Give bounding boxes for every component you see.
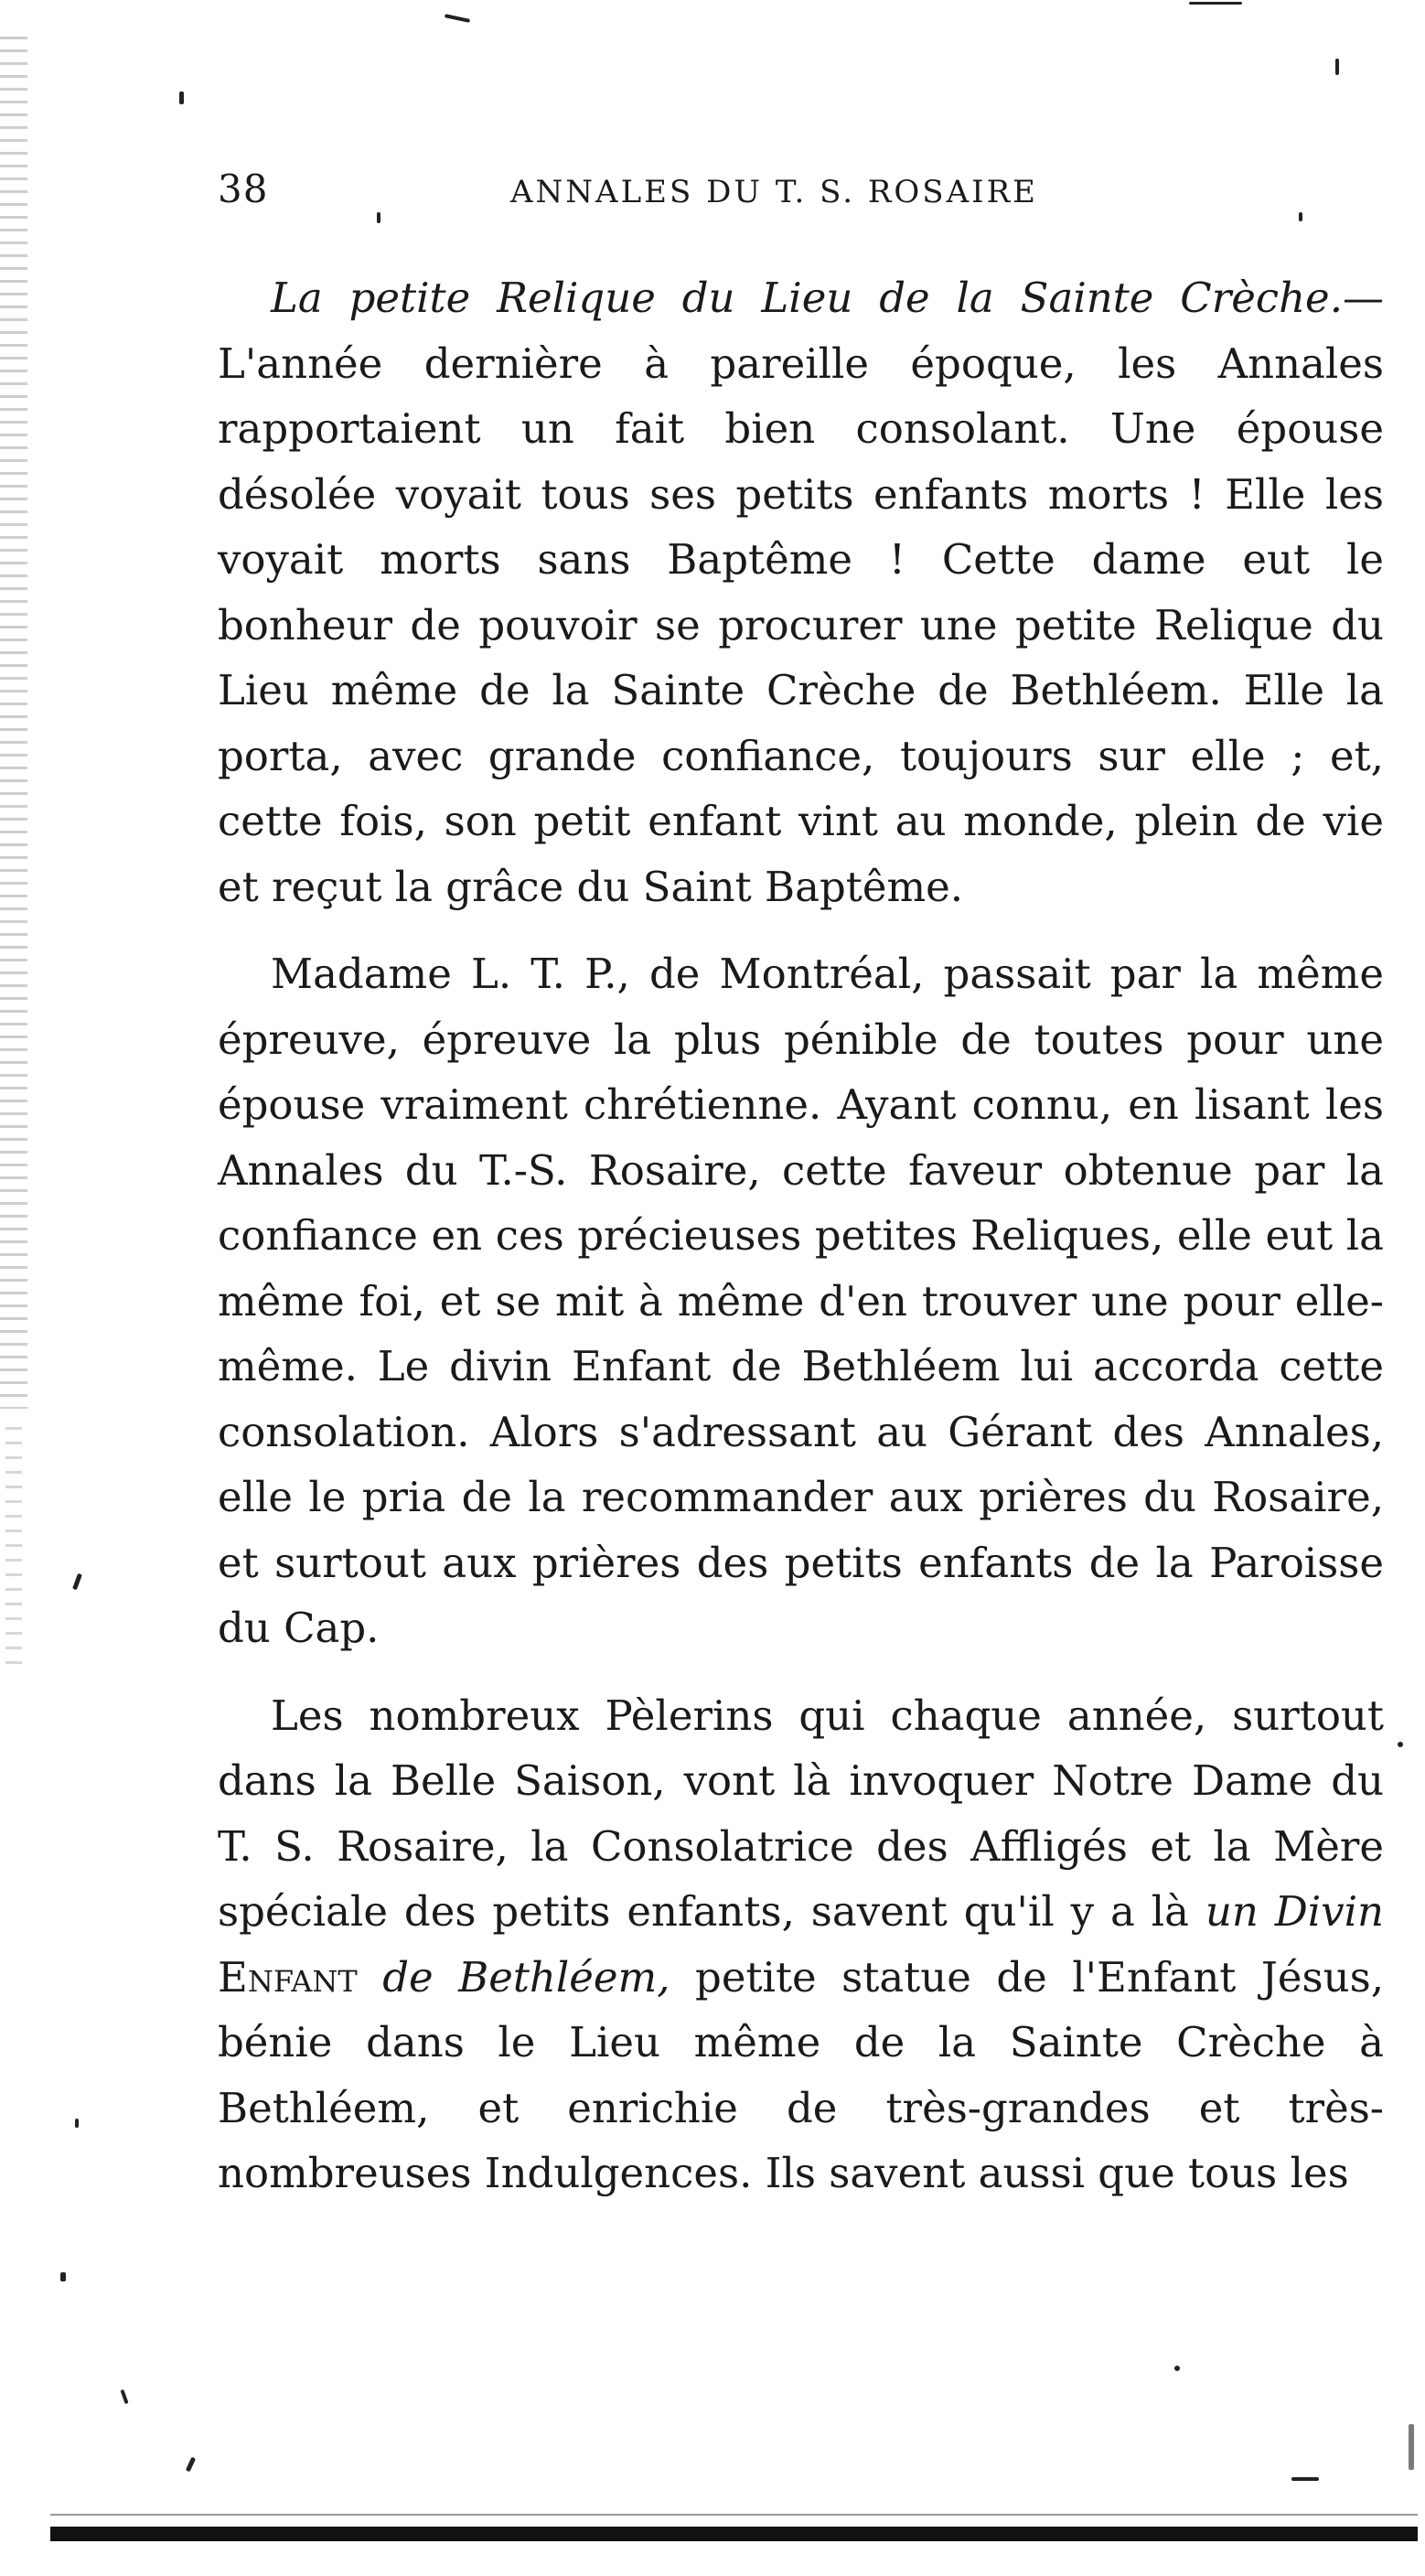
paragraph-3-italic-a: un Divin [1205,1887,1384,1936]
page-number: 38 [218,166,269,211]
scan-speck [1335,59,1339,75]
paragraph-1-text: L'année dernière à pareille époque, les Annales rapportaient un fait bien consolant. Une épouse désolée voyait tous ses petits enfants morts ! Elle les voyait morts sans Baptême ! Cette dame eut le bonheur de pouvoir se procurer une petite Relique du Lieu même de la Sainte Crèche de Bethléem. Elle la porta, avec grande confiance, toujours sur elle ; et, cette fois, son petit enfant vint au monde, plein de vie et reçut la grâce du Saint Baptême. [218,338,1384,911]
scan-speck [1299,212,1302,221]
scan-speck [1409,2424,1414,2470]
scan-speck [186,2457,196,2473]
page-header [218,166,1388,231]
scan-speck [72,1573,82,1591]
scan-speck [1398,1742,1403,1747]
scan-speck [1291,2477,1319,2481]
body-text [218,265,1384,2228]
section-title: La petite Relique du Lieu de la Sainte Crèche.— [271,274,1384,322]
scan-speck [1189,2,1242,5]
footer-rule-thin [50,2514,1418,2516]
scan-speck [377,212,380,223]
scan-speck [60,2272,66,2281]
footer-rule [50,2527,1418,2541]
paragraph-3-smallcaps: Enfant [218,1952,383,2002]
scan-speck [445,14,470,23]
paragraph-2 [218,941,1384,1661]
running-head: ANNALES DU T. S. ROSAIRE [510,174,1038,210]
binding-edge-marks-lower [5,1427,22,1665]
scan-speck [179,91,184,104]
paragraph-1 [218,265,1384,919]
scan-speck [75,2119,79,2128]
paragraph-3 [218,1683,1384,2206]
paragraph-3-text-b: petite statue de l'Enfant Jésus, bénie dans le Lieu même de la Sainte Crèche à Bethléem, et enrichie de très-grandes et très-nombreuses Indulgences. Ils savent aussi que tous les [218,1952,1385,2197]
paragraph-3-italic-b: de Bethléem, [382,1952,670,2002]
scan-speck [120,2389,128,2404]
paragraph-2-text: Madame L. T. P., de Montréal, passait par la même épreuve, épreuve la plus pénible de toutes pour une épouse vraiment chrétienne. Ayant connu, en lisant les Annales du T.-S. Rosaire, cette faveur obtenue par la confiance en ces précieuses petites Reliques, elle eut la même foi, et se mit à même d'en trouver une pour elle-même. Le divin Enfant de Bethléem lui accorda cette consolation. Alors s'adressant au Gérant des Annales, elle le pria de la recommander aux prières du Rosaire, et surtout aux prières des petits enfants de la Paroisse du Cap. [218,950,1384,1652]
scan-speck [1174,2366,1180,2371]
paragraph-3-text-a: Les nombreux Pèlerins qui chaque année, surtout dans la Belle Saison, vont là invoquer Notre Dame du T. S. Rosaire, la Consolatrice des Affligés et la Mère spéciale des petits enfants, savent qu'il y a là [218,1690,1384,1936]
binding-edge-marks [0,37,27,1409]
